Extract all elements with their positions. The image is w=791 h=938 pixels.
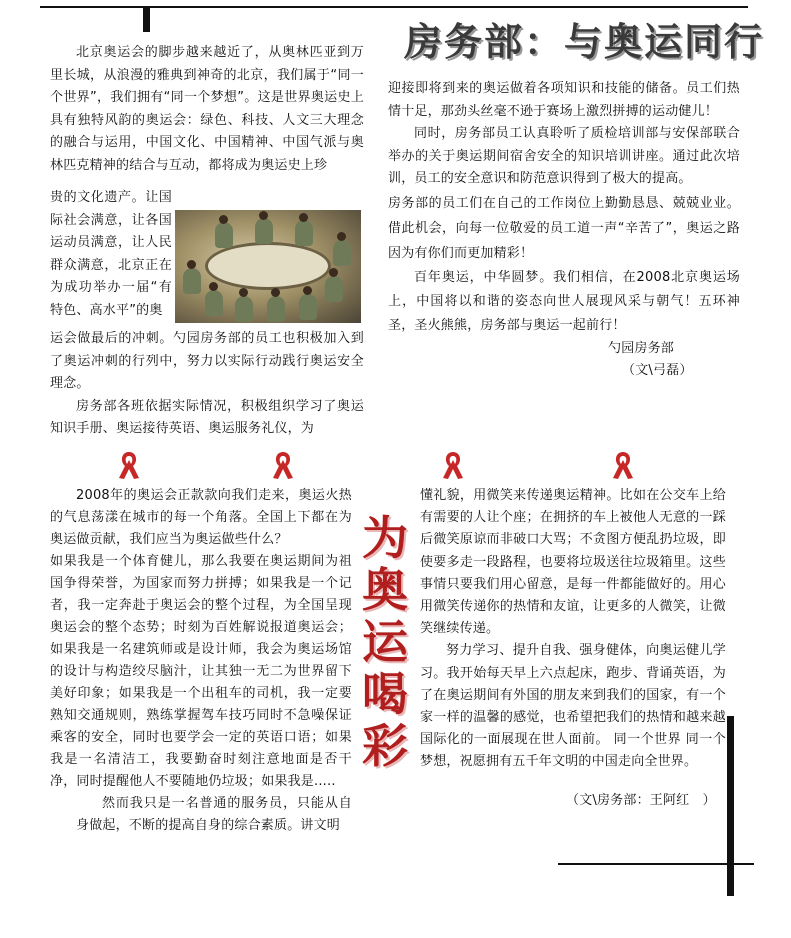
red-ribbon-icon [116, 448, 142, 480]
section1-right-p3: 房务部的员工们在自己的工作岗位上勤勤恳恳、兢兢业业。借此机会，向每一位敬爱的员工道一声“辛苦了”，奥运之路因为有你们而更加精彩！ [388, 195, 740, 261]
red-ribbon-icon [270, 448, 296, 480]
section2-left-p1: 2008年的奥运会正款款向我们走来，奥运火热的气息荡漾在城市的每一个角落。全国上下都在为奥运做贡献，我们应当为奥运做些什么？ [50, 488, 352, 547]
section2-left [50, 485, 352, 837]
red-ribbon-icon [440, 448, 466, 480]
section1-left-p1c: 运会做最后的冲刺。勺园房务部的员工也积极加入到了奥运冲刺的行列中，努力以实际行动践行奥运安全理念。 [50, 331, 364, 391]
section2-title-char: 运 [362, 615, 408, 669]
section2-right-p1: 懂礼貌，用微笑来传递奥运精神。比如在公交车上给有需要的人让个座；在拥挤的车上被他人无意的一踩后微笑原谅而非破口大骂；不贪图方便乱扔垃圾，即使要多走一段路程，也要将垃圾送往垃圾箱里。这些事情只要我们用心留意，是每一件都能做好的。用心用微笑传递你的热情和友谊，让更多的人微笑，让微笑继续传递。 [420, 488, 726, 637]
section2-title-char: 为 [362, 511, 408, 565]
section2-left-p2: 如果我是一个体育健儿，那么我要在奥运期间为祖国争得荣誉，为国家而努力拼搏；如果我是一个记者，我一定奔赴于奥运会的整个过程，为全国呈现奥运会的整个态势；时刻为百姓解说报道奥运会；如果我是一名建筑师或是设计师，我会为奥运场馆的设计与构造绞尽脑汁，让其独一无二为世界留下美好印象；如果我是一个出租车的司机，我一定要熟知交通规则，熟练掌握驾车技巧同时不急噪保证乘客的安全，同时也要学会一定的英语口语；如果我是一名清洁工，我要勤奋时刻注意地面是否干净，同时提醒他人不要随地仍垃圾；如果我是..... [50, 554, 352, 789]
bottom-rule [558, 863, 754, 865]
section2-right-p2: 努力学习、提升自我、强身健体，向奥运健儿学习。我开始每天早上六点起床，跑步、背诵英语，为了在奥运期间有外国的朋友来到我们的国家，有一个家一样的温馨的感觉，也希望把我们的热情和越来越国际化的一面展现在世人面前。 同一个世界 同一个梦想，祝愿拥有五千年文明的中国走向全世界。 [420, 643, 726, 770]
red-ribbon-icon [610, 448, 636, 480]
meeting-photo [175, 210, 361, 323]
section2-right [420, 485, 726, 812]
section1-left-p1a: 北京奥运会的脚步越来越近了，从奥林匹亚到万里长城，从浪漫的雅典到神奇的北京，我们属于“同一个世界”，我们拥有“同一个梦想”。这是世界奥运史上具有独特风韵的奥运会：绿色、科技、人文三大理念的融合与运用，中国文化、中国精神、中国气派与奥林匹克精神的结合与互动，都将成为奥运史上珍 [50, 45, 364, 173]
section1-right-p4: 百年奥运，中华圆梦。我们相信，在2008北京奥运场上，中国将以和谐的姿态向世人展现风采与朝气！五环神圣，圣火熊熊，房务部与奥运一起前行！ [388, 269, 740, 333]
section1-title: 房务部：与奥运同行 [404, 19, 765, 64]
section1-left-p2: 房务部各班依据实际情况，积极组织学习了奥运知识手册、奥运接待英语、奥运服务礼仪，为 [50, 398, 364, 436]
section1-left-top [50, 42, 364, 177]
section1-left-p1b: 贵的文化遗产。让国际社会满意，让各国运动员满意，让人民群众满意，北京正在为成功举办一届“有特色、高水平”的奥 [50, 190, 172, 318]
top-rule-tick [143, 6, 150, 32]
section2-title-char: 奥 [362, 563, 408, 617]
section1-sign-author: （文\弓磊） [622, 363, 693, 378]
section2-title [360, 512, 410, 772]
section1-sign-dept: 勺园房务部 [608, 340, 675, 356]
section2-title-char: 喝 [362, 667, 408, 721]
section1-right [388, 78, 740, 383]
section1-right-p1: 迎接即将到来的奥运做着各项知识和技能的储备。员工们热情十足，那劲头丝毫不逊于赛场上激烈拼搏的运动健儿！ [388, 81, 740, 119]
bottom-rule-tick [727, 716, 734, 896]
section2-sign: （文\房务部：王阿红 ） [566, 792, 716, 808]
section1-right-p2: 同时，房务部员工认真聆听了质检培训部与安保部联合举办的关于奥运期间宿舍安全的知识培训讲座。通过此次培训，员工的安全意识和防范意识得到了极大的提高。 [388, 126, 740, 186]
section1-left-mid [50, 187, 172, 322]
section2-left-p3: 然而我只是一名普通的服务员，只能从自身做起，不断的提高自身的综合素质。讲文明 [76, 796, 352, 833]
section2-title-char: 彩 [362, 719, 408, 773]
section1-left-bottom [50, 328, 364, 441]
